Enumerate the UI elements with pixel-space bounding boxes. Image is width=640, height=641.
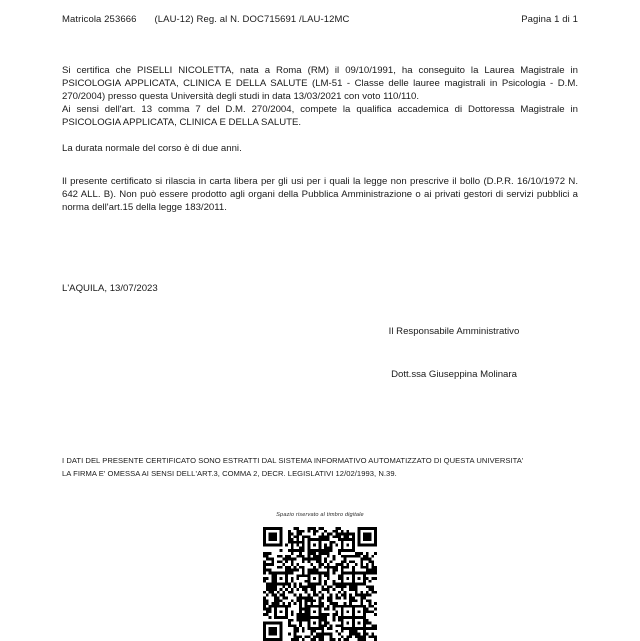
footer-line-data-source: I DATI DEL PRESENTE CERTIFICATO SONO ESTRATTI DAL SISTEMA INFORMATIVO AUTOMATIZZATO DI QUESTA UNIVERSITA' [62,456,524,465]
paragraph-academic-qualification: Ai sensi dell'art. 13 comma 7 del D.M. 270/2004, compete la qualifica accademica di Dottoressa Magistrale in PSICOLOGIA APPLICATA, CLINICA E DELLA SALUTE. [62,104,578,129]
qr-code [263,527,377,641]
signature-name: Dott.ssa Giuseppina Molinara [391,369,517,380]
digital-stamp-area [0,512,640,641]
place-and-date: L'AQUILA, 13/07/2023 [62,283,158,294]
stamp-caption: Spazio riservato al timbro digitale [276,512,364,518]
signature-role: Il Responsabile Amministrativo [388,326,520,337]
header-matricola: Matricola 253666 [62,14,137,25]
document-header [62,14,578,25]
paragraph-course-duration: La durata normale del corso è di due anni. [62,143,242,155]
signature-block [330,325,578,381]
qr-code-image [263,527,377,641]
paragraph-degree-certification: Si certifica che PISELLI NICOLETTA, nata a Roma (RM) il 09/10/1991, ha conseguito la Laurea Magistrale in PSICOLOGIA APPLICATA, CLINICA E DELLA SALUTE (LM-51 - Classe delle lauree magistrali in Psicologia - D.M. 270/2004) presso questa Università degli studi in data 13/03/2021 con voto 110/110. [62,65,578,103]
paragraph-stamp-exemption: Il presente certificato si rilascia in carta libera per gli usi per i quali la legge non prescrive il bollo (D.P.R. 16/10/1972 N. 642 ALL. B). Non può essere prodotto agli organi della Pubblica Amministrazione o ai privati gestori di servizi pubblici a norma dell'art.15 della legge 183/2011. [62,175,578,213]
footer-disclaimer [62,455,600,479]
document-body [62,64,578,214]
footer-line-signature-omitted: LA FIRMA E' OMESSA AI SENSI DELL'ART.3, COMMA 2, DECR. LEGISLATIVI 12/02/1993, N.39. [62,468,397,478]
header-registration-number: (LAU-12) Reg. al N. DOC715691 /LAU-12MC [154,14,350,25]
header-page-indicator: Pagina 1 di 1 [521,14,578,25]
